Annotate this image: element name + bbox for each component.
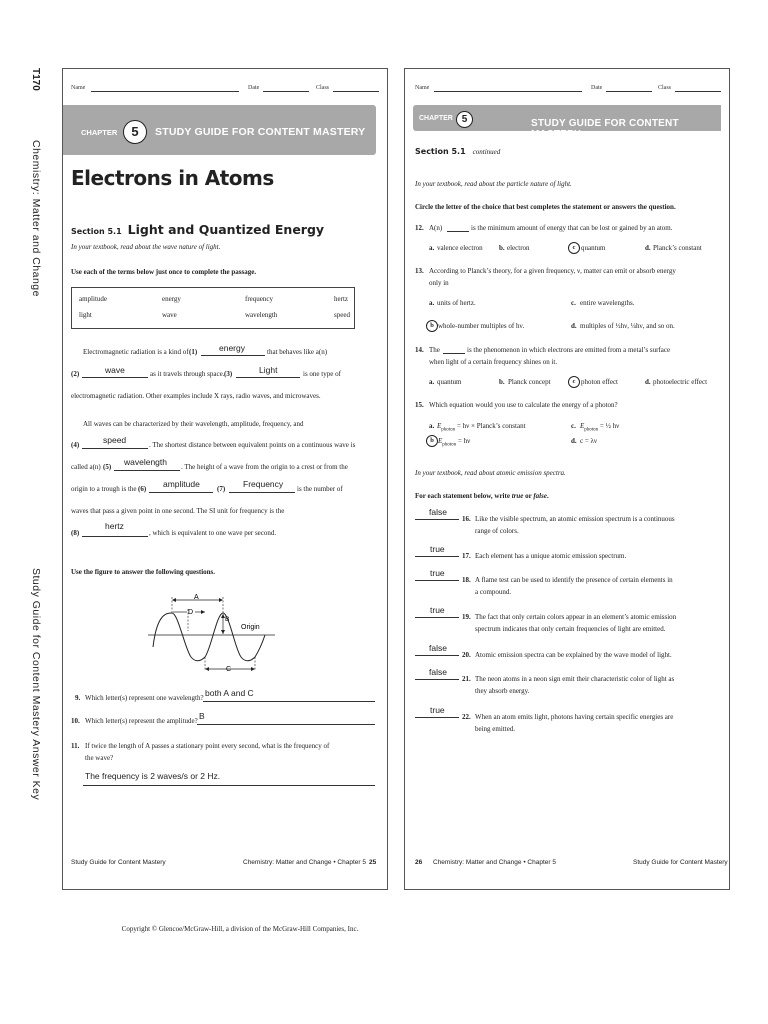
blank-4[interactable] — [82, 448, 148, 449]
q14-opt-b: Planck concept — [508, 378, 551, 386]
blank-2-num: (2) — [71, 370, 80, 378]
q10-answer: B — [199, 711, 205, 721]
q12-text-a: A(n) — [429, 224, 443, 232]
blank-8[interactable] — [82, 536, 148, 537]
answer-3: Light — [259, 365, 278, 375]
read-note-particle: In your textbook, read about the particle nature of light. — [415, 180, 572, 188]
p1-text-e: electromagnetic radiation. Other examples include X rays, radio waves, and microwaves. — [71, 392, 321, 400]
p2-text-h: , which is equivalent to one wave per second. — [149, 529, 277, 537]
section-prefix: Section 5.1 — [71, 227, 122, 236]
q10-text: Which letter(s) represent the amplitude? — [85, 717, 198, 725]
q14-blank[interactable] — [443, 353, 465, 354]
wave-curve — [153, 613, 265, 661]
q11-text-b: the wave? — [85, 754, 114, 762]
q13-opt-d: multiples of ½hν, ¼hν, and so on. — [580, 322, 675, 330]
label-c: C — [226, 666, 232, 673]
name-label-right: Name — [415, 85, 430, 91]
p1-text-c: as it travels through space. — [150, 370, 225, 378]
tf-text-line2: a compound. — [475, 588, 512, 596]
q11-text-a: If twice the length of A passes a stationary point every second, what is the frequency of — [85, 742, 330, 750]
section-title: Light and Quantized Energy — [127, 222, 325, 237]
q14-number: 14. — [415, 346, 424, 354]
q12-opt-a: valence electron — [437, 244, 483, 252]
term-wavelength: wavelength — [245, 311, 278, 319]
page-number-left: 25 — [369, 859, 377, 866]
chapter-caption-right: CHAPTER — [419, 115, 453, 122]
blank-7[interactable] — [229, 492, 295, 493]
tf-answer: true — [430, 544, 445, 554]
class-line[interactable] — [333, 91, 379, 92]
section-prefix-right: Section 5.1 — [415, 147, 466, 156]
q12-opt-b-letter[interactable]: b. — [499, 244, 505, 252]
q12-opt-c: quantum — [581, 244, 606, 252]
class-label-right: Class — [658, 85, 672, 91]
instruction-true-false: For each statement below, write true or false. — [415, 492, 549, 500]
q13-text-b: only in — [429, 279, 449, 287]
tf-answer-line[interactable] — [415, 717, 459, 718]
read-note: In your textbook, read about the wave nature of light. — [71, 243, 221, 251]
tf-answer-line[interactable] — [415, 617, 459, 618]
tf-number: 22. — [462, 713, 471, 721]
q12-opt-a-letter[interactable]: a. — [429, 244, 435, 252]
tf-text-line1: When an atom emits light, photons having certain specific energies are — [475, 713, 674, 721]
answer-8: hertz — [105, 521, 124, 531]
instruction-figure: Use the figure to answer the following questions. — [71, 568, 216, 576]
term-amplitude: amplitude — [79, 295, 107, 303]
q14-opt-b-letter[interactable]: b. — [499, 378, 505, 386]
tf-text-line2: they absorb energy. — [475, 687, 530, 695]
tf-answer: false — [429, 507, 447, 517]
tf-answer: false — [429, 667, 447, 677]
tf-number: 16. — [462, 515, 471, 523]
q12-text-b: is the minimum amount of energy that can be lost or gained by an atom. — [471, 224, 673, 232]
chapter-number-right: 5 — [456, 111, 473, 128]
tf-number: 21. — [462, 675, 471, 683]
q9-answer: both A and C — [205, 688, 254, 698]
p1-text-a: Electromagnetic radiation is a kind of — [83, 348, 189, 356]
date-line-right[interactable] — [606, 91, 652, 92]
page-code: T170 — [30, 68, 41, 91]
copyright-notice: Copyright © Glencoe/McGraw-Hill, a division of the McGraw-Hill Companies, Inc. — [121, 925, 359, 933]
q15-opt-d-letter[interactable]: d. — [571, 437, 577, 445]
banner-title-right: STUDY GUIDE FOR CONTENT MASTERY — [531, 118, 679, 140]
chapter-number: 5 — [123, 120, 147, 144]
label-a: A — [194, 594, 199, 601]
blank-6[interactable] — [149, 492, 213, 493]
answer-7: Frequency — [243, 479, 284, 489]
q14-opt-d: photoelectric effect — [653, 378, 708, 386]
class-line-right[interactable] — [675, 91, 721, 92]
side-key-title: Study Guide for Content Mastery Answer Key — [30, 568, 42, 801]
q13-opt-a-letter[interactable]: a. — [429, 299, 435, 307]
term-light: light — [79, 311, 92, 319]
tf-text-line1: Atomic emission spectra can be explained by the wave model of light. — [475, 651, 672, 659]
tf-answer-line[interactable] — [415, 556, 459, 557]
tf-number: 20. — [462, 651, 471, 659]
worksheet-page-left — [62, 68, 388, 890]
q15-opt-c: $E_{photon}$ = ½ hν — [580, 422, 620, 433]
blank-1[interactable] — [201, 355, 265, 356]
blank-4-num: (4) — [71, 441, 80, 449]
date-line[interactable] — [263, 91, 309, 92]
label-d: D — [188, 609, 194, 616]
tf-number: 18. — [462, 576, 471, 584]
wave-diagram — [145, 591, 285, 673]
term-hertz: hertz — [334, 295, 348, 303]
tf-answer-line[interactable] — [415, 655, 459, 656]
worksheet-page-right — [404, 68, 730, 890]
read-note-emission: In your textbook, read about atomic emission spectra. — [415, 469, 566, 477]
date-label: Date — [248, 85, 260, 91]
name-line[interactable] — [91, 91, 239, 92]
banner-title: STUDY GUIDE FOR CONTENT MASTERY — [155, 126, 366, 138]
instruction-terms: Use each of the terms below just once to complete the passage. — [71, 268, 257, 276]
class-label: Class — [316, 85, 330, 91]
q14-opt-c: photon effect — [581, 378, 618, 386]
q9-answer-line[interactable] — [203, 701, 375, 702]
q13-opt-c-letter[interactable]: c. — [571, 299, 576, 307]
tf-answer-line[interactable] — [415, 580, 459, 581]
answer-4: speed — [103, 435, 127, 445]
q15-text: Which equation would you use to calculate the energy of a photon? — [429, 401, 618, 409]
q10-number: 10. — [71, 717, 80, 725]
answer-5: wavelength — [124, 457, 168, 467]
page-number-right: 26 — [415, 859, 423, 866]
p1-text-d: is one type of — [303, 370, 341, 378]
answer-2: wave — [105, 365, 125, 375]
q13-opt-c: entire wavelengths. — [580, 299, 635, 307]
tf-number: 19. — [462, 613, 471, 621]
p2-text-f: is the number of — [297, 485, 343, 493]
q14-text-c: when light of a certain frequency shines on it. — [429, 358, 558, 366]
label-b: B — [225, 616, 230, 623]
q14-opt-a-letter[interactable]: a. — [429, 378, 435, 386]
q9-number: 9. — [75, 694, 81, 702]
term-speed: speed — [334, 311, 350, 319]
tf-answer: false — [429, 643, 447, 653]
tf-text-line1: The fact that only certain colors appear in an element’s atomic emission — [475, 613, 677, 621]
q10-answer-line[interactable] — [197, 724, 375, 725]
footer-left-right: Chemistry: Matter and Change • Chapter 5 — [433, 859, 556, 866]
tf-text-line2: spectrum indicates that only certain frequencies of light are emitted. — [475, 625, 666, 633]
q9-text: Which letter(s) represent one wavelength? — [85, 694, 204, 702]
tf-text-line2: being emitted. — [475, 725, 516, 733]
q14-opt-d-letter[interactable]: d. — [645, 378, 651, 386]
term-wave: wave — [162, 311, 177, 319]
tf-text-line1: The neon atoms in a neon sign emit their characteristic color of light as — [475, 675, 675, 683]
q12-blank[interactable] — [447, 231, 469, 232]
footer-right-right: Study Guide for Content Mastery — [633, 859, 728, 866]
side-book-title: Chemistry: Matter and Change — [30, 140, 42, 297]
q15-opt-d: c = λν — [580, 437, 597, 445]
q13-opt-b-circled[interactable]: b — [426, 320, 438, 332]
q12-opt-b: electron — [507, 244, 530, 252]
q12-number: 12. — [415, 224, 424, 232]
q14-opt-c-circled[interactable]: c — [568, 376, 580, 388]
q14-opt-a: quantum — [437, 378, 462, 386]
term-frequency: frequency — [245, 295, 273, 303]
q12-opt-d-letter[interactable]: d. — [645, 244, 651, 252]
p2-text-g: waves that pass a given point in one second. The SI unit for frequency is the — [71, 507, 285, 515]
tf-answer-line[interactable] — [415, 519, 459, 520]
page-title: Electrons in Atoms — [71, 166, 274, 190]
tf-text-line2: range of colors. — [475, 527, 519, 535]
q15-opt-b: $E_{photon} = h\nu$ — [438, 437, 471, 448]
tf-answer: true — [430, 605, 445, 615]
blank-3[interactable] — [236, 377, 300, 378]
q15-opt-b-circled[interactable]: b — [426, 435, 438, 447]
blank-3-num: (3) — [224, 370, 233, 378]
section-heading-right — [415, 141, 500, 159]
p1-text-b: that behaves like a(n) — [267, 348, 328, 356]
q14-text-b: is the phenomenon in which electrons are emitted from a metal’s surface — [467, 346, 671, 354]
instruction-circle: Circle the letter of the choice that best completes the statement or answers the question. — [415, 203, 676, 211]
p2-text-c: called a(n) — [71, 463, 101, 471]
tf-number: 17. — [462, 552, 471, 560]
footer-left: Study Guide for Content Mastery — [71, 859, 166, 866]
q15-opt-a: $E_{photon} = h\nu$ × Planck’s constant — [437, 422, 526, 433]
q15-opt-c-letter[interactable]: c. — [571, 422, 576, 430]
tf-text-line1: Like the visible spectrum, an atomic emission spectrum is a continuous — [475, 515, 675, 523]
q12-opt-c-circled[interactable]: c — [568, 242, 580, 254]
q13-number: 13. — [415, 267, 424, 275]
tf-text-line1: Each element has a unique atomic emission spectrum. — [475, 552, 627, 560]
label-origin: Origin — [241, 624, 260, 631]
chapter-caption: CHAPTER — [81, 128, 118, 137]
tf-answer-line[interactable] — [415, 679, 459, 680]
q14-text-a: The — [429, 346, 440, 354]
blank-5-num: (5) — [103, 463, 112, 471]
blank-1-num: (1) — [189, 348, 198, 356]
blank-5[interactable] — [114, 470, 180, 471]
section-continued: continued — [472, 148, 501, 156]
tf-answer: true — [430, 705, 445, 715]
word-bank — [71, 287, 355, 329]
q13-opt-a: units of hertz. — [437, 299, 476, 307]
p2-text-d: . The height of a wave from the origin to a crest or from the — [181, 463, 348, 471]
name-label: Name — [71, 85, 86, 91]
section-heading — [71, 221, 324, 239]
blank-2[interactable] — [82, 377, 148, 378]
q11-answer-line[interactable] — [83, 785, 375, 786]
q11-answer: The frequency is 2 waves/s or 2 Hz. — [85, 771, 221, 781]
date-label-right: Date — [591, 85, 603, 91]
answer-6: amplitude — [163, 479, 200, 489]
p2-text-b: . The shortest distance between equivalent points on a continuous wave is — [149, 441, 356, 449]
term-energy: energy — [162, 295, 181, 303]
q15-number: 15. — [415, 401, 424, 409]
q12-opt-d: Planck’s constant — [653, 244, 702, 252]
tf-answer: true — [430, 568, 445, 578]
blank-7-num: (7) — [217, 485, 226, 493]
q13-opt-b: whole-number multiples of hν. — [438, 322, 525, 330]
answer-1: energy — [219, 343, 245, 353]
blank-8-num: (8) — [71, 529, 80, 537]
q13-opt-d-letter[interactable]: d. — [571, 322, 577, 330]
q15-opt-a-letter[interactable]: a. — [429, 422, 435, 430]
q11-number: 11. — [71, 742, 80, 750]
name-line-right[interactable] — [434, 91, 582, 92]
footer-right: Chemistry: Matter and Change • Chapter 5 — [243, 859, 366, 866]
q13-text-a: According to Planck’s theory, for a given frequency, ν, matter can emit or absorb energy — [429, 267, 676, 275]
blank-6-num: (6) — [138, 485, 147, 493]
tf-text-line1: A flame test can be used to identify the presence of certain elements in — [475, 576, 673, 584]
p2-text-a: All waves can be characterized by their wavelength, amplitude, frequency, and — [83, 420, 304, 428]
p2-text-e: origin to a trough is the — [71, 485, 137, 493]
